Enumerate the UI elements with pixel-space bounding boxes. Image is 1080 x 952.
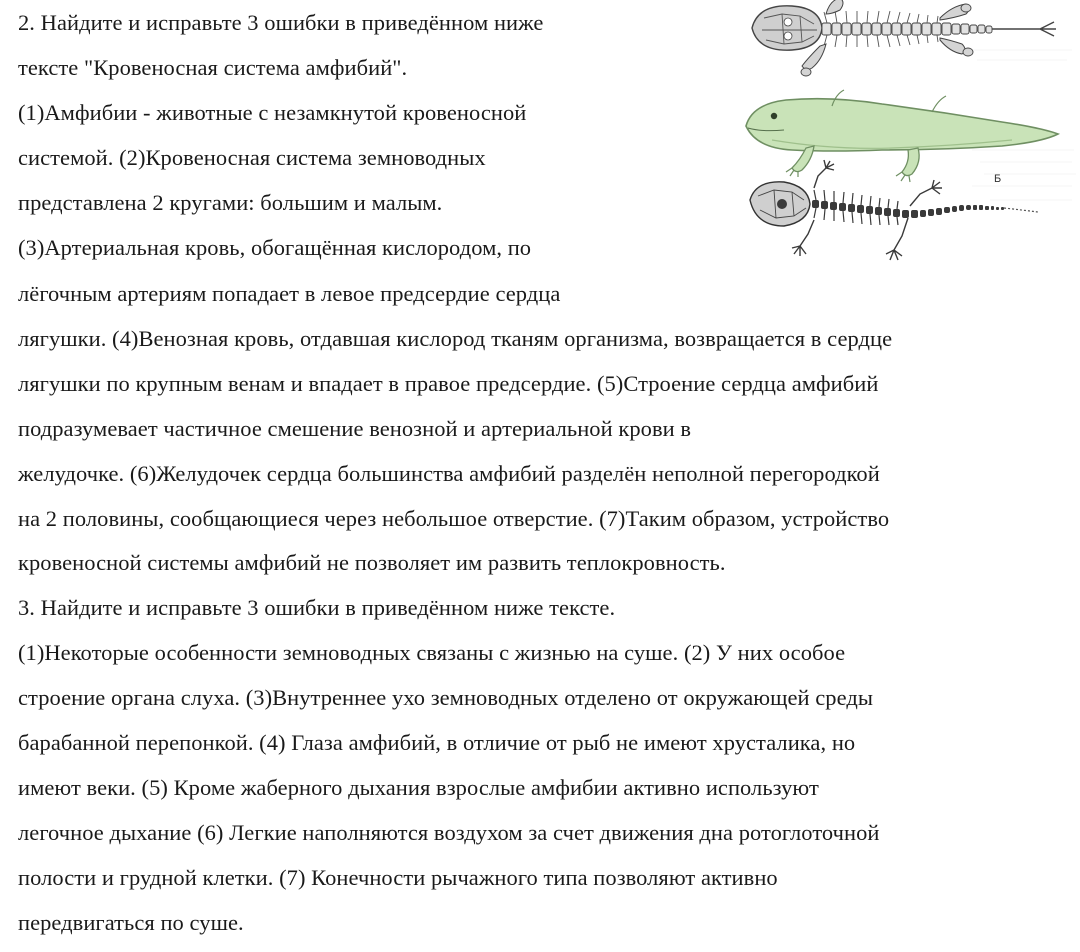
text-line: 2. Найдите и исправьте 3 ошибки в приведённом ниже <box>18 10 544 35</box>
text-line: (1)Некоторые особенности земноводных связаны с жизнью на суше. (2) У них особое <box>18 640 846 665</box>
text-line: строение органа слуха. (3)Внутреннее ухо земноводных отделено от окружающей среды <box>18 685 874 710</box>
text-line: представлена 2 кругами: большим и малым. <box>18 190 443 215</box>
figure-label: Б <box>994 173 1002 185</box>
text-line: имеют веки. (5) Кроме жаберного дыхания взрослые амфибии активно используют <box>18 775 819 800</box>
text-line: тексте "Кровеносная система амфибий". <box>18 55 408 80</box>
text-line: (1)Амфибии - животные с незамкнутой кровеносной <box>18 100 527 125</box>
text-line: лягушки по крупным венам и впадает в правое предсердие. (5)Строение сердца амфибий <box>18 371 879 396</box>
text-line: системой. (2)Кровеносная система земноводных <box>18 145 486 170</box>
text-line: подразумевает частичное смешение венозной и артериальной крови в <box>18 416 692 441</box>
text-line: легочное дыхание (6) Легкие наполняются воздухом за счет движения дна ротоглоточной <box>18 820 880 845</box>
amphibian-illustration <box>722 0 1080 285</box>
text-line: лягушки. (4)Венозная кровь, отдавшая кислород тканям организма, возвращается в сердце <box>18 326 893 351</box>
text-line: передвигаться по суше. <box>18 910 244 935</box>
text-line: (3)Артериальная кровь, обогащённая кислородом, по <box>18 235 532 260</box>
text-line: 3. Найдите и исправьте 3 ошибки в приведённом ниже тексте. <box>18 595 616 620</box>
text-line: полости и грудной клетки. (7) Конечности рычажного типа позволяют активно <box>18 865 778 890</box>
text-line: лёгочным артериям попадает в левое предсердие сердца <box>18 281 561 306</box>
text-line: барабанной перепонкой. (4) Глаза амфибий, в отличие от рыб не имеют хрусталика, но <box>18 730 856 755</box>
text-line: кровеносной системы амфибий не позволяет им развить теплокровность. <box>18 550 726 575</box>
text-line: на 2 половины, сообщающиеся через небольшое отверстие. (7)Таким образом, устройство <box>18 506 890 531</box>
text-line: желудочке. (6)Желудочек сердца большинства амфибий разделён неполной перегородкой <box>18 461 880 486</box>
